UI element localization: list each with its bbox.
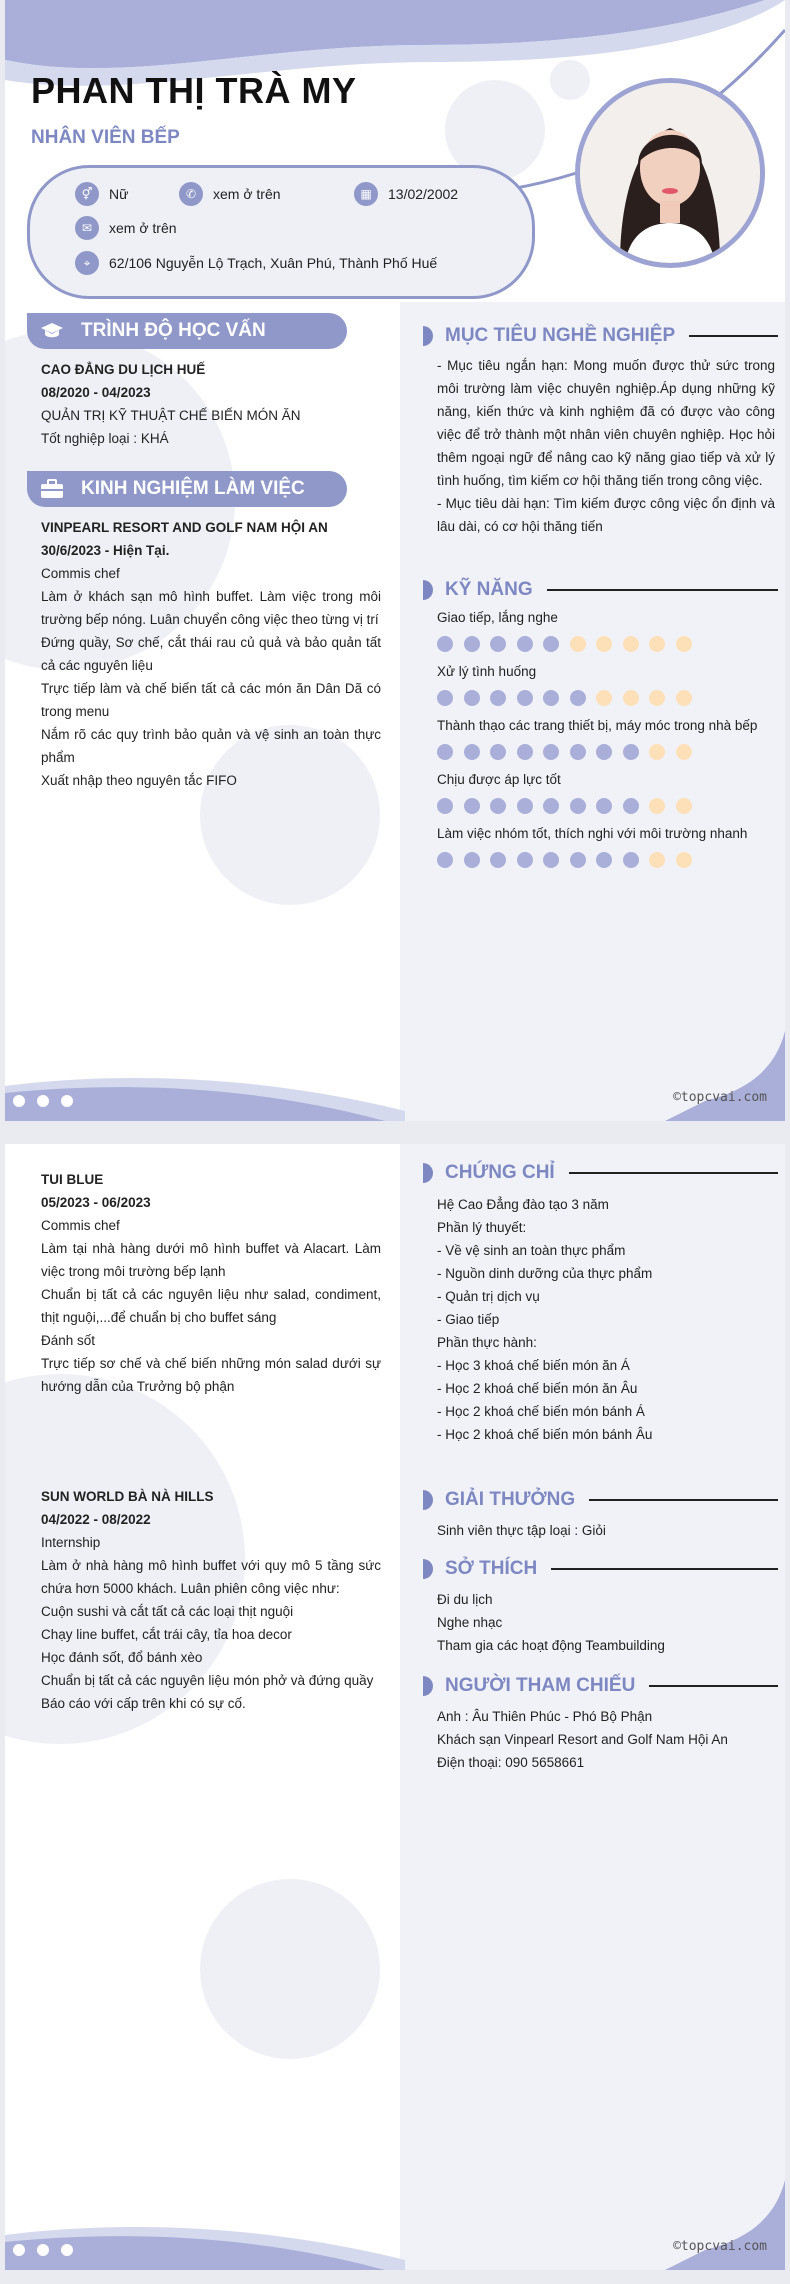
skill-rating xyxy=(437,690,702,706)
skill-dot xyxy=(490,636,506,652)
references-title: NGƯỜI THAM CHIẾU xyxy=(445,1675,636,1696)
job-detail: Làm tại nhà hàng dưới mô hình buffet và Alacart. Làm việc trong môi trường bếp lạnh xyxy=(41,1241,381,1279)
skill-dot xyxy=(596,798,612,814)
gender-icon: ⚥ xyxy=(75,182,99,206)
decor-circle xyxy=(200,1879,380,2059)
job-detail: Trực tiếp sơ chế và chế biến những món salad dưới sự hướng dẫn của Trưởng bộ phận xyxy=(41,1356,381,1394)
skill-dot xyxy=(437,798,453,814)
skill-dot xyxy=(543,636,559,652)
experience-item xyxy=(41,1485,381,1715)
address-value: 62/106 Nguyễn Lộ Trạch, Xuân Phú, Thành Phố Huế xyxy=(109,255,438,271)
skill-dot xyxy=(570,744,586,760)
heading-marker xyxy=(423,326,433,346)
birthday-value: 13/02/2002 xyxy=(388,186,459,202)
watermark: ©topcvai.com xyxy=(673,1090,767,1105)
phone-icon: ✆ xyxy=(179,182,203,206)
job-detail: Báo cáo với cấp trên khi có sự cố. xyxy=(41,1696,246,1711)
skill-dot xyxy=(623,690,639,706)
awards-title: GIẢI THƯỞNG xyxy=(445,1489,576,1510)
references-heading xyxy=(423,1673,778,1699)
job-detail: Cuộn sushi và cắt tất cả các loại thịt nguội xyxy=(41,1604,294,1619)
school-name: CAO ĐẲNG DU LỊCH HUẾ xyxy=(41,362,206,377)
job-detail: Chuẩn bị tất cả các nguyên liệu như salad, condiment, thịt nguội,...để chuẩn bị cho buffet sáng xyxy=(41,1287,381,1325)
heading-rule xyxy=(551,1568,778,1570)
job-role: Commis chef xyxy=(41,1218,120,1233)
heading-rule xyxy=(589,1499,778,1501)
job-detail: Xuất nhập theo nguyên tắc FIFO xyxy=(41,773,237,788)
footer-wave xyxy=(5,1031,785,1121)
skill-name: Làm việc nhóm tốt, thích nghi với môi trường nhanh xyxy=(437,826,748,841)
awards-block xyxy=(437,1519,775,1542)
heading-rule xyxy=(689,335,778,337)
skill-dot xyxy=(570,690,586,706)
skill-dot xyxy=(437,690,453,706)
hobby-line: Nghe nhạc xyxy=(437,1615,503,1630)
job-detail: Đứng quầy, Sơ chế, cắt thái rau củ quả và bảo quản tất cả các nguyên liệu xyxy=(41,635,381,673)
hobbies-title: SỞ THÍCH xyxy=(445,1558,538,1579)
footer-dot xyxy=(37,1095,49,1107)
skills-heading xyxy=(423,577,778,603)
objective-long-term: - Mục tiêu dài hạn: Tìm kiếm được công việc ổn định và lâu dài, có cơ hội thăng tiến xyxy=(437,496,775,534)
skill-dot xyxy=(464,636,480,652)
job-detail: Đánh sốt xyxy=(41,1333,96,1348)
skill-dot xyxy=(649,690,665,706)
skill-dot xyxy=(623,744,639,760)
footer-dot xyxy=(37,2244,49,2256)
footer-wave xyxy=(5,2180,785,2270)
skill-dot xyxy=(676,636,692,652)
footer-dot xyxy=(13,2244,25,2256)
contact-address xyxy=(75,251,437,275)
certificates-block xyxy=(437,1193,775,1446)
reference-line: Khách sạn Vinpearl Resort and Golf Nam Hội An xyxy=(437,1732,728,1747)
heading-rule xyxy=(547,589,778,591)
certificate-line: - Quản trị dịch vụ xyxy=(437,1289,540,1304)
education-title: TRÌNH ĐỘ HỌC VẤN xyxy=(81,320,266,341)
skill-dot xyxy=(596,852,612,868)
company-name: SUN WORLD BÀ NÀ HILLS xyxy=(41,1489,214,1504)
skill-dot xyxy=(490,852,506,868)
email-value: xem ở trên xyxy=(109,220,177,236)
certificate-line: - Về vệ sinh an toàn thực phẩm xyxy=(437,1243,626,1258)
education-grade: Tốt nghiệp loại : KHÁ xyxy=(41,431,169,446)
watermark: ©topcvai.com xyxy=(673,2239,767,2254)
hobbies-block xyxy=(437,1588,775,1657)
job-period: 05/2023 - 06/2023 xyxy=(41,1195,151,1210)
skill-dot xyxy=(517,798,533,814)
skill-dot xyxy=(517,744,533,760)
contact-gender xyxy=(75,182,128,206)
calendar-icon: ▦ xyxy=(354,182,378,206)
certificate-line: Phần thực hành: xyxy=(437,1335,537,1350)
objective-title: MỤC TIÊU NGHỀ NGHIỆP xyxy=(445,325,676,346)
cv-page-2 xyxy=(5,1144,785,2270)
award-line: Sinh viên thực tập loại : Giỏi xyxy=(437,1523,606,1538)
skill-dot xyxy=(543,690,559,706)
skill-dot xyxy=(464,744,480,760)
skill-rating xyxy=(437,798,702,814)
awards-heading xyxy=(423,1487,778,1513)
job-title: NHÂN VIÊN BẾP xyxy=(31,127,180,148)
skill-dot xyxy=(649,798,665,814)
footer-dot xyxy=(61,1095,73,1107)
job-detail: Học đánh sốt, đổ bánh xèo xyxy=(41,1650,203,1665)
objective-short-term: - Mục tiêu ngắn hạn: Mong muốn được thử sức trong môi trường làm việc chuyên nghiệp.Áp dụng những kỹ năng, kiến thức và kinh nghiệm đã có được vào công việc để trở thành một nhân viên chuyên nghiệp. Học hỏi thêm ngoại ngữ để nâng cao kỹ năng giao tiếp và xử lý tình huống, tìm kiếm cơ hội thăng tiến trong công việc. xyxy=(437,358,775,488)
skill-dot xyxy=(543,744,559,760)
education-period: 08/2020 - 04/2023 xyxy=(41,385,151,400)
skill-dot xyxy=(649,744,665,760)
heading-rule xyxy=(569,1172,778,1174)
hobby-line: Tham gia các hoạt động Teambuilding xyxy=(437,1638,665,1653)
heading-marker xyxy=(423,1559,433,1579)
skill-name: Xử lý tình huống xyxy=(437,664,537,679)
skill-dot xyxy=(596,744,612,760)
contact-phone xyxy=(179,182,281,206)
job-role: Internship xyxy=(41,1535,101,1550)
skill-dot xyxy=(623,798,639,814)
contact-email xyxy=(75,216,177,240)
contact-birthday xyxy=(354,182,458,206)
heading-marker xyxy=(423,580,433,600)
skill-dot xyxy=(517,636,533,652)
certificate-line: - Nguồn dinh dưỡng của thực phẩm xyxy=(437,1266,653,1281)
job-period: 04/2022 - 08/2022 xyxy=(41,1512,151,1527)
profile-photo xyxy=(575,78,765,268)
objective-block xyxy=(437,354,775,538)
skill-dot xyxy=(676,690,692,706)
skill-dot xyxy=(437,744,453,760)
company-name: TUI BLUE xyxy=(41,1172,104,1187)
skill-dot xyxy=(517,852,533,868)
certificates-heading xyxy=(423,1160,778,1186)
experience-item xyxy=(41,1168,381,1398)
cv-page-1 xyxy=(5,0,785,1121)
footer-dot xyxy=(61,2244,73,2256)
hobbies-heading xyxy=(423,1556,778,1582)
heading-rule xyxy=(649,1685,778,1687)
job-detail: Chuẩn bị tất cả các nguyên liệu món phở và đứng quầy xyxy=(41,1673,374,1688)
footer-dot xyxy=(13,1095,25,1107)
skill-dot xyxy=(623,852,639,868)
certificates-title: CHỨNG CHỈ xyxy=(445,1162,555,1183)
skill-dot xyxy=(676,852,692,868)
skill-dot xyxy=(464,690,480,706)
skill-name: Chịu được áp lực tốt xyxy=(437,772,561,787)
skill-dot xyxy=(543,798,559,814)
certificate-line: - Giao tiếp xyxy=(437,1312,500,1327)
skill-dot xyxy=(490,690,506,706)
experience-title: KINH NGHIỆM LÀM VIỆC xyxy=(81,478,305,499)
reference-line: Điện thoại: 090 5658661 xyxy=(437,1755,585,1770)
skill-dot xyxy=(676,744,692,760)
experience-item xyxy=(41,516,381,792)
reference-line: Anh : Âu Thiên Phúc - Phó Bộ Phận xyxy=(437,1709,653,1724)
location-icon: ⌖ xyxy=(75,251,99,275)
phone-value: xem ở trên xyxy=(213,186,281,202)
education-block xyxy=(41,358,381,450)
skill-name: Giao tiếp, lắng nghe xyxy=(437,610,558,625)
certificate-line: - Học 3 khoá chế biến món ăn Á xyxy=(437,1358,630,1373)
skill-dot xyxy=(464,852,480,868)
job-detail: Làm ở khách sạn mô hình buffet. Làm việc trong môi trường bếp nóng. Luân chuyển công việc theo từng vị trí xyxy=(41,589,381,627)
skill-dot xyxy=(623,636,639,652)
heading-marker xyxy=(423,1676,433,1696)
certificate-line: - Học 2 khoá chế biến món bánh Âu xyxy=(437,1427,653,1442)
skill-dot xyxy=(570,852,586,868)
job-detail: Chạy line buffet, cắt trái cây, tỉa hoa decor xyxy=(41,1627,292,1642)
company-name: VINPEARL RESORT AND GOLF NAM HỘI AN xyxy=(41,520,328,535)
education-major: QUẢN TRỊ KỸ THUẬT CHẾ BIẾN MÓN ĂN xyxy=(41,408,301,423)
skill-dot xyxy=(596,636,612,652)
candidate-name: PHAN THỊ TRÀ MY xyxy=(31,70,357,111)
heading-marker xyxy=(423,1490,433,1510)
skill-dot xyxy=(676,798,692,814)
certificate-line: Phần lý thuyết: xyxy=(437,1220,527,1235)
heading-marker xyxy=(423,1163,433,1183)
skill-dot xyxy=(570,636,586,652)
skill-rating xyxy=(437,744,702,760)
skill-dot xyxy=(596,690,612,706)
skill-dot xyxy=(649,852,665,868)
skill-dot xyxy=(490,798,506,814)
skill-dot xyxy=(437,636,453,652)
gender-value: Nữ xyxy=(109,186,129,202)
skill-dot xyxy=(517,690,533,706)
skill-dot xyxy=(490,744,506,760)
certificate-line: - Học 2 khoá chế biến món ăn Âu xyxy=(437,1381,638,1396)
education-heading xyxy=(27,313,347,349)
email-icon: ✉ xyxy=(75,216,99,240)
briefcase-icon xyxy=(39,479,65,499)
skill-dot xyxy=(437,852,453,868)
job-detail: Nắm rõ các quy trình bảo quản và vệ sinh an toàn thực phẩm xyxy=(41,727,381,765)
skill-dot xyxy=(543,852,559,868)
skill-dot xyxy=(464,798,480,814)
certificate-line: - Học 2 khoá chế biến món bánh Á xyxy=(437,1404,645,1419)
hobby-line: Đi du lịch xyxy=(437,1592,493,1607)
objective-heading xyxy=(423,323,778,349)
skill-dot xyxy=(570,798,586,814)
job-detail: Làm ở nhà hàng mô hình buffet với quy mô 5 tầng sức chứa hơn 5000 khách. Luân phiên công việc như: xyxy=(41,1558,381,1596)
skills-title: KỸ NĂNG xyxy=(445,579,533,600)
job-role: Commis chef xyxy=(41,566,120,581)
skill-rating xyxy=(437,852,702,868)
certificate-line: Hệ Cao Đẳng đào tạo 3 năm xyxy=(437,1197,609,1212)
skill-rating xyxy=(437,636,702,652)
job-detail: Trực tiếp làm và chế biến tất cả các món ăn Dân Dã có trong menu xyxy=(41,681,381,719)
references-block xyxy=(437,1705,775,1774)
job-period: 30/6/2023 - Hiện Tại. xyxy=(41,543,170,558)
skill-dot xyxy=(649,636,665,652)
graduation-cap-icon xyxy=(39,321,65,341)
experience-heading xyxy=(27,471,347,507)
skill-name: Thành thạo các trang thiết bị, máy móc trong nhà bếp xyxy=(437,718,758,733)
